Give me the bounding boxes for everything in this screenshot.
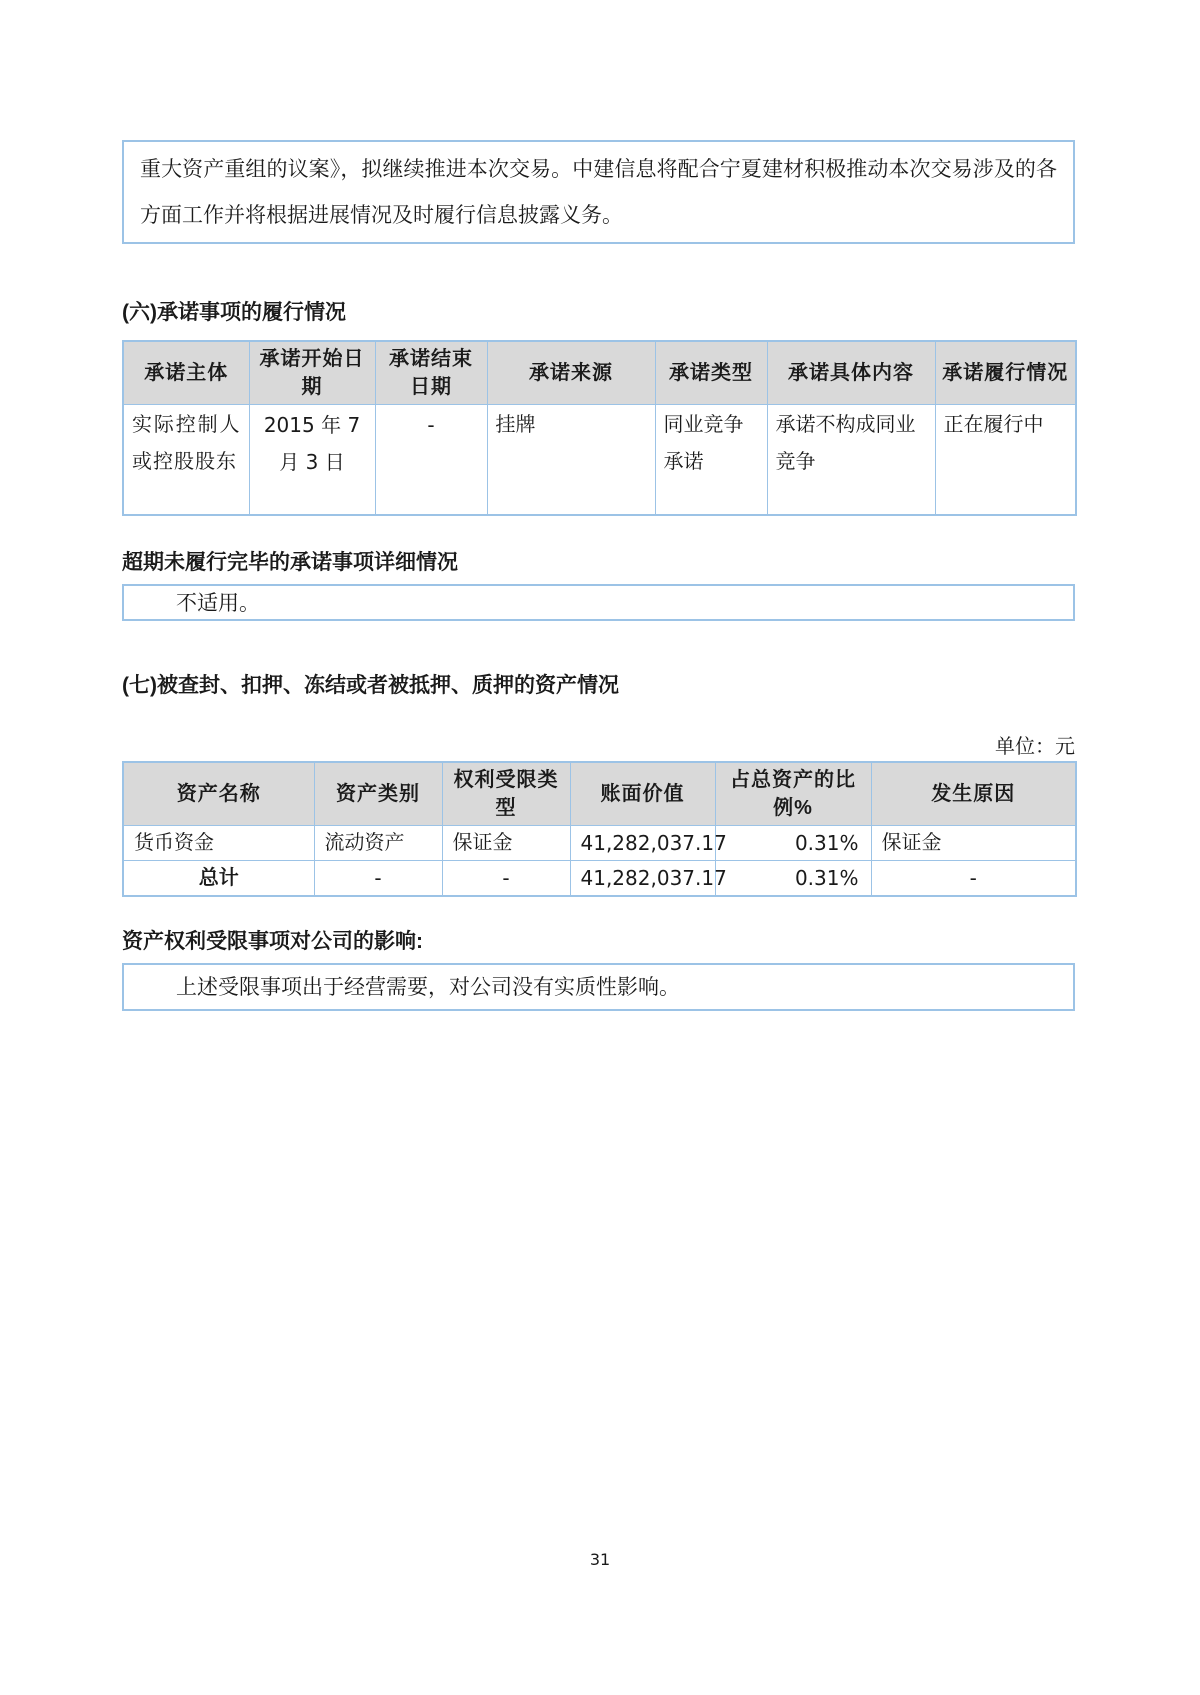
commitments-table (122, 340, 1077, 516)
table-cell: 同业竞争承诺 (655, 405, 767, 515)
section7-title: (七)被查封、扣押、冻结或者被抵押、质押的资产情况 (122, 673, 619, 697)
intro-text: 重大资产重组的议案》，拟继续推进本次交易。中建信息将配合宁夏建材积极推动本次交易涉及的各方面工作并将根据进展情况及时履行信息披露义务。 (140, 157, 1057, 227)
table-cell: 实际控制人或控股股东 (123, 405, 249, 515)
column-header: 承诺来源 (487, 341, 655, 405)
restricted-assets-table (122, 761, 1077, 897)
table-cell: 流动资产 (314, 825, 442, 860)
section6-title: (六)承诺事项的履行情况 (122, 301, 346, 324)
overdue-text-box (122, 584, 1075, 621)
table-cell: - (871, 860, 1076, 896)
table-cell: 0.31% (715, 860, 871, 896)
overdue-commitments-title: 超期未履行完毕的承诺事项详细情况 (122, 550, 458, 574)
table-row-total (123, 860, 1076, 896)
column-header: 承诺主体 (123, 341, 249, 405)
table-cell: 正在履行中 (935, 405, 1076, 515)
column-header: 资产类别 (314, 762, 442, 826)
table-row (123, 405, 1076, 515)
table-cell: - (442, 860, 570, 896)
column-header: 资产名称 (123, 762, 314, 826)
table-cell: 41,282,037.17 (570, 860, 715, 896)
impact-text-box (122, 963, 1075, 1011)
table-cell: 0.31% (715, 825, 871, 860)
table-cell: - (314, 860, 442, 896)
commitments-header-row (123, 341, 1076, 405)
table-cell: - (375, 405, 487, 515)
page-content (122, 0, 1075, 1011)
page-number: 31 (589, 1550, 611, 1569)
column-header: 权利受限类型 (442, 762, 570, 826)
table-cell: 货币资金 (123, 825, 314, 860)
unit-label: 单位：元 (995, 735, 1075, 758)
column-header: 承诺开始日期 (249, 341, 375, 405)
column-header: 承诺结束日期 (375, 341, 487, 405)
table-cell: 保证金 (871, 825, 1076, 860)
column-header: 承诺履行情况 (935, 341, 1076, 405)
intro-text-box (122, 140, 1075, 244)
column-header: 承诺具体内容 (767, 341, 935, 405)
table-cell: 总计 (123, 860, 314, 896)
assets-header-row (123, 762, 1076, 826)
table-cell: 2015 年 7 月 3 日 (249, 405, 375, 515)
table-cell: 41,282,037.17 (570, 825, 715, 860)
overdue-text: 不适用。 (176, 590, 260, 615)
column-header: 发生原因 (871, 762, 1076, 826)
table-cell: 承诺不构成同业竞争 (767, 405, 935, 515)
column-header: 占总资产的比例% (715, 762, 871, 826)
table-cell: 保证金 (442, 825, 570, 860)
impact-text: 上述受限事项出于经营需要，对公司没有实质性影响。 (176, 974, 680, 999)
column-header: 账面价值 (570, 762, 715, 826)
table-cell: 挂牌 (487, 405, 655, 515)
column-header: 承诺类型 (655, 341, 767, 405)
table-row (123, 825, 1076, 860)
impact-title: 资产权利受限事项对公司的影响: (122, 929, 423, 953)
